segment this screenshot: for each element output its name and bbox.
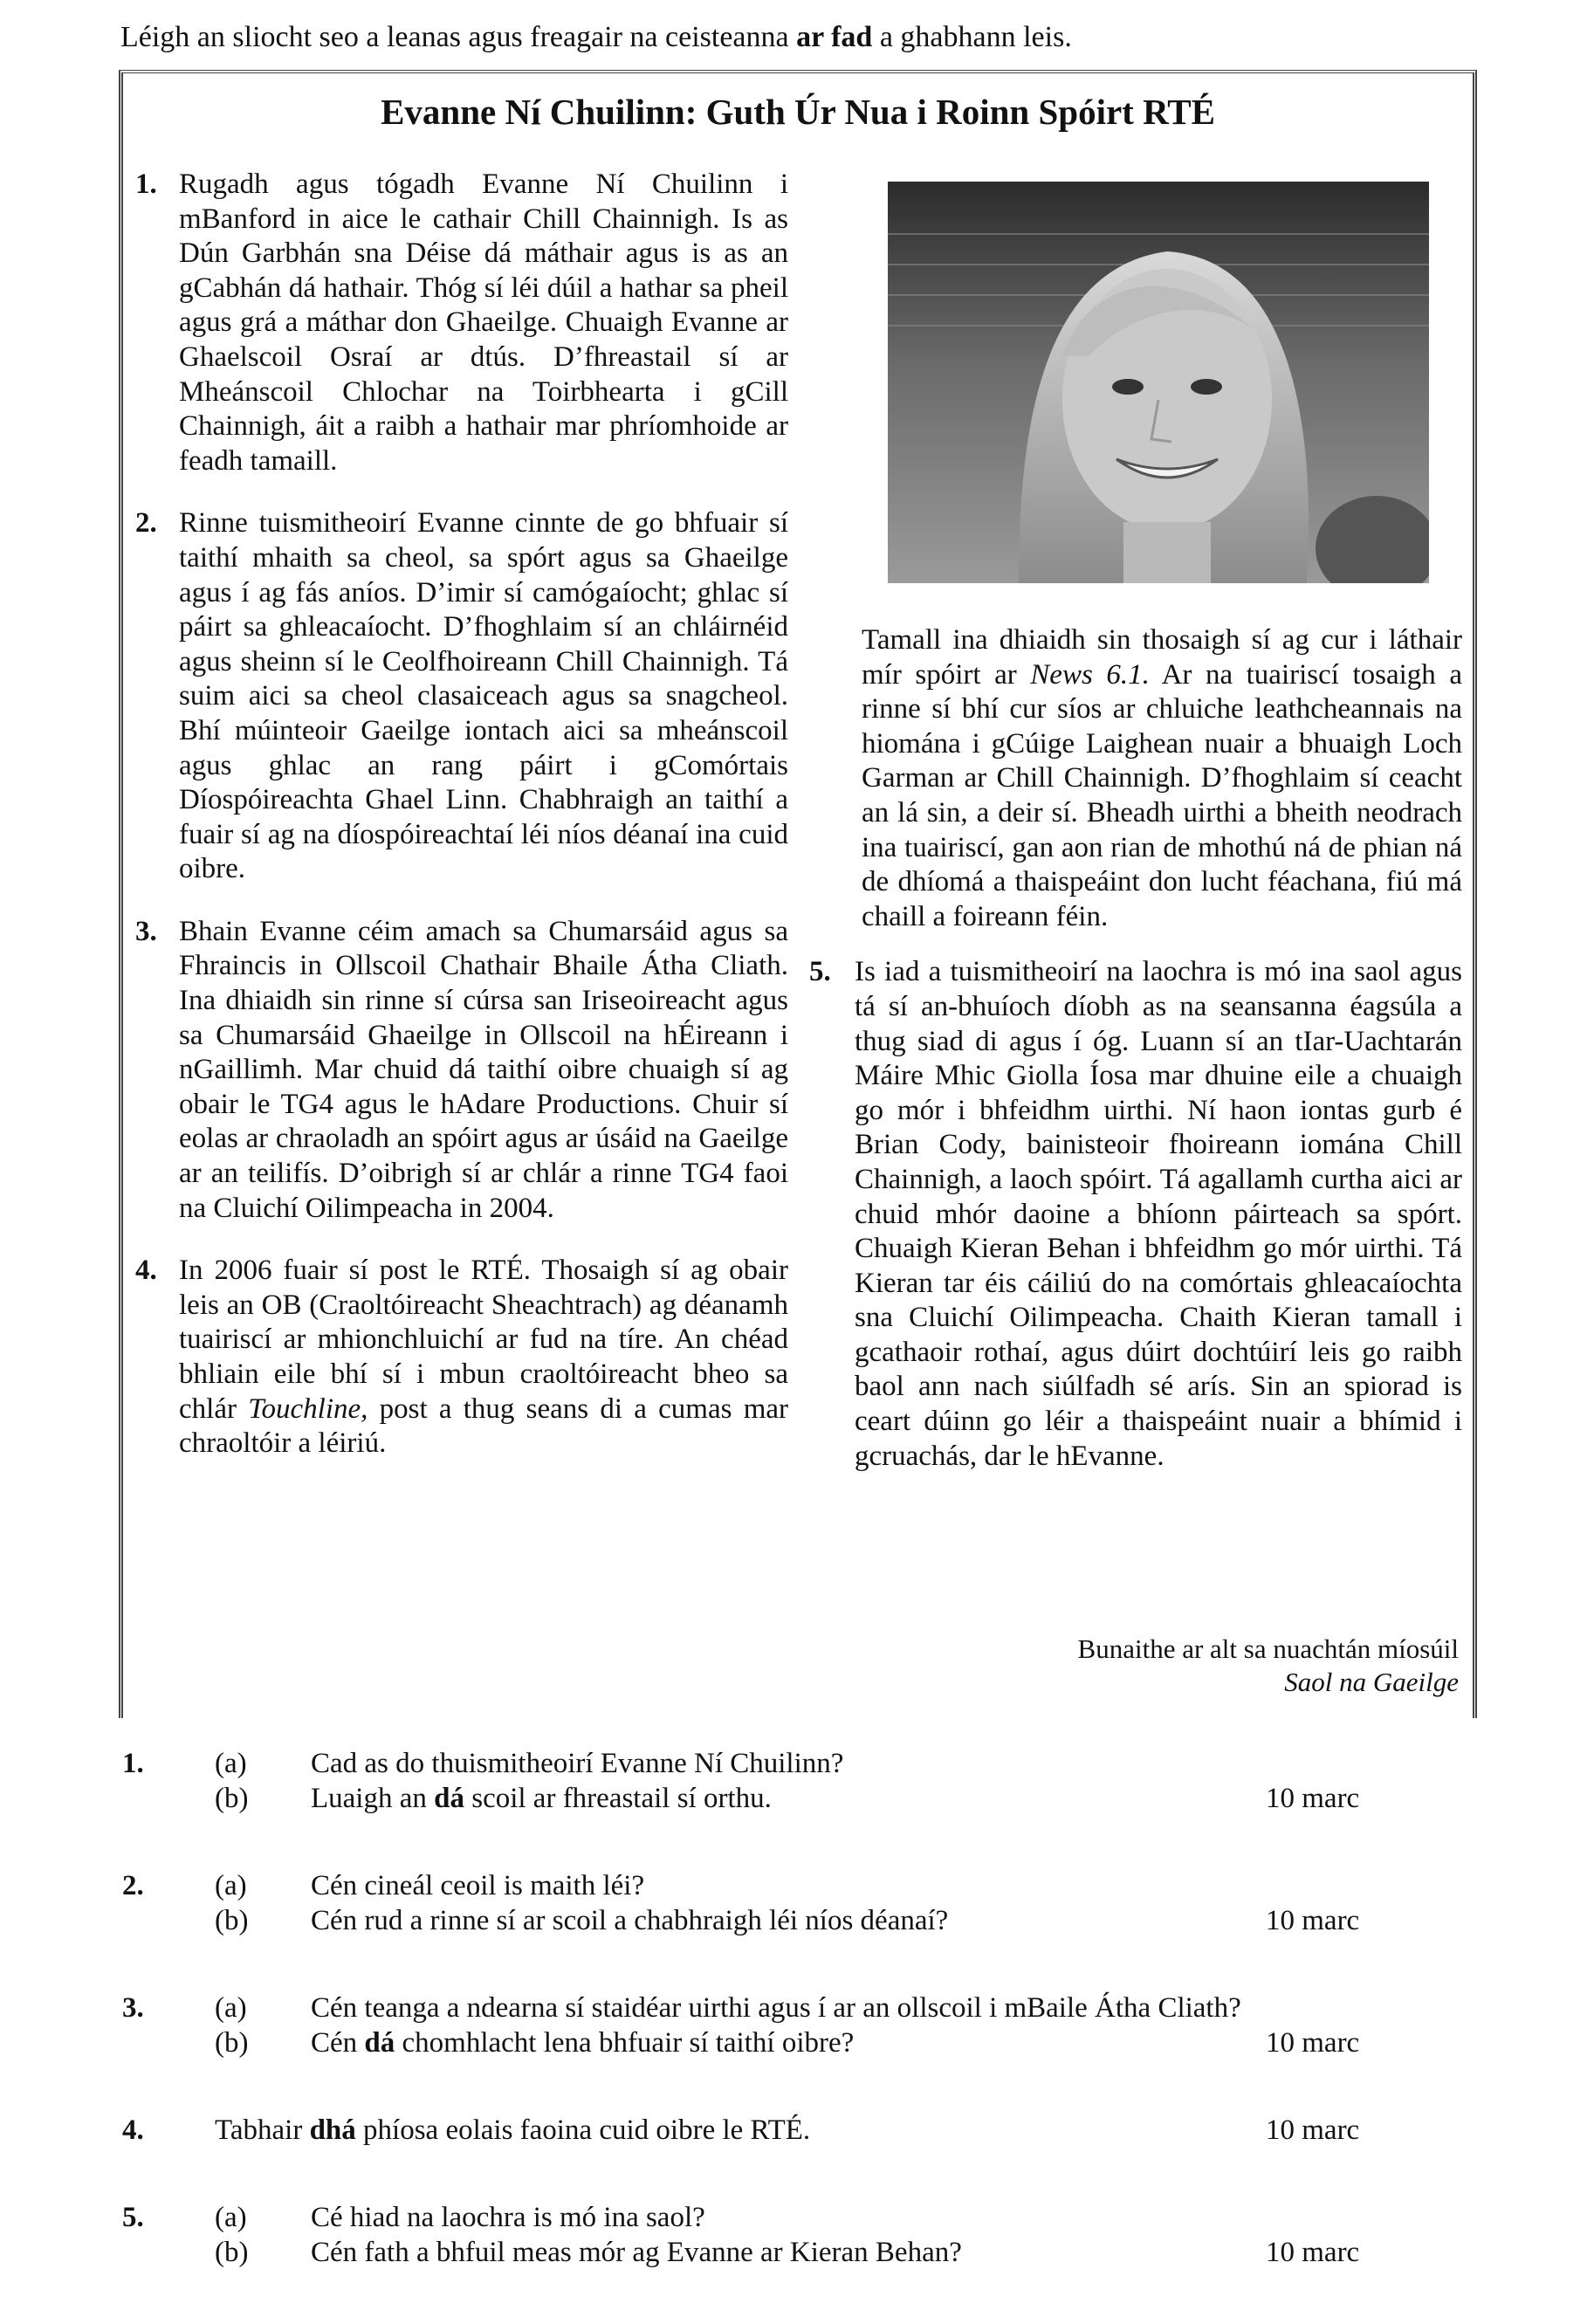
sub-label-a: (a) [215,2202,247,2233]
question-text: Tabhair dhá phíosa eolais faoina cuid oibre le RTÉ. [215,2114,811,2146]
paragraph-text: Is iad a tuismitheoirí na laochra is mó ina saol agus tá sí an-bhuíoch díobh as na seansanna éagsúla a thug siad di agus í óg. Luann sí an tIar-Uachtarán Máire Mhic Giolla Íosa mar dhuine eile a chuaigh go mór i bhfeidhm uirthi. Ní haon iontas gurb é Brian Cody, bainisteoir fhoireann iomána Chill Chainnigh, a laoch spóirt. Tá agallamh curtha aici ar chuid mhór daoine a bhíonn páirteach sa spórt. Chuaigh Kieran Behan i bhfeidhm go mór uirthi. Tá Kieran tar éis cáiliú do na comórtais ghleacaíochta sna Cluichí Oilimpeacha. Chaith Kieran tamall i gcathaoir rothaí, agus dúirt dochtúirí leis go raibh baol ann nach siúlfadh sé arís. Sin an spiorad is ceart dúinn go léir a thaispeáint nuair a bhímid i gcruachás, dar le hEvanne. [855,956,1462,1472]
source-publication-name: Saol na Gaeilge [1284,1667,1459,1697]
paragraph-text: Rugadh agus tógadh Evanne Ní Chuilinn i mBanford in aice le cathair Chill Chainnigh. Is as Dún Garbhán sna Déise dá máthair agus is as an gCabhán dá hathair. Thóg sí léi dúil a hathar sa pheil agus grá a máthar don Ghaeilge. Chuaigh Evanne ar Ghaelscoil Osraí ar dtús. D’fhreastail sí ar Mheánscoil Chlochar na Toirbhearta i gCill Chainnigh, áit a raibh a hathair mar phríomhoide ar feadh tamaill. [179,168,788,477]
source-publication [1078,1666,1459,1699]
paragraph-text-end: Ar na tuairiscí tosaigh a rinne sí bhí cur síos ar chluiche leathcheannais na hiomána i gCúige Laighean nuair a bhuaigh Loch Garman ar Chill Chainnigh. D’fhoghlaim sí ceacht an lá sin, a deir sí. Bheadh uirthi a bheith neodrach ina tuairiscí, gan aon rian de mhothú ná de phian ná de dhíomá a thaispeáint don lucht féachana, fiú má chaill a foireann féin. [862,658,1462,932]
sub-label-a: (a) [215,1992,247,2024]
marks: 10 marc [1266,1905,1360,1936]
source-credit [1078,1633,1459,1699]
question-text: Cén teanga a ndearna sí staidéar uirthi agus í ar an ollscoil i mBaile Átha Cliath? [311,1992,1241,2024]
paragraph-3 [135,915,788,1226]
portrait-image [888,182,1429,583]
instruction-text-end: a ghabhann leis. [872,21,1072,53]
instruction-bold: ar fad [796,21,873,53]
paragraph-number: 5. [809,956,831,988]
question-text: Cén dá chomhlacht lena bhfuair sí taithí oibre? [311,2027,855,2059]
paragraph-number: 2. [135,507,157,540]
portrait-photo [888,182,1429,583]
programme-name: Touchline, [248,1392,368,1425]
sub-label-b: (b) [215,2237,249,2268]
question-number: 3. [122,1992,144,2024]
paragraph-number: 1. [135,168,157,200]
sub-label-b: (b) [215,2027,249,2059]
paragraph-1 [135,168,788,478]
paragraph-text: Bhain Evanne céim amach sa Chumarsáid agus sa Fhraincis in Ollscoil Chathair Bhaile Átha Cliath. Ina dhiaidh sin rinne sí cúrsa san Iriseoireacht agus sa Chumarsáid Ghaeilge in Ollscoil na hÉireann i nGaillimh. Mar chuid dá taithí oibre chuaigh sí ag obair le TG4 agus le hAdare Productions. Chuir sí eolas ar chraoladh an spóirt agus ar úsáid na Gaeilge ar an teilifís. D’oibrigh sí ar chlár a rinne TG4 faoi na Cluichí Oilimpeacha in 2004. [179,915,788,1224]
question-number: 2. [122,1870,144,1901]
article-title: Evanne Ní Chuilinn: Guth Úr Nua i Roinn Spóirt RTÉ [381,92,1215,132]
right-column [809,623,1462,1502]
article-frame [119,70,1477,1718]
paragraph-number: 4. [135,1255,157,1287]
paragraph-4 [135,1254,788,1461]
programme-name: News 6.1. [1030,658,1150,691]
sub-label-b: (b) [215,1783,249,1814]
instruction [120,16,1072,59]
question-text: Cad as do thuismitheoirí Evanne Ní Chuilinn? [311,1748,844,1779]
paragraph-2 [135,506,788,887]
paragraph-text-end: post a thug seans di a cumas mar chraoltóir a léiriú. [179,1392,788,1460]
paragraph-5 [809,955,1462,1474]
question-number: 4. [122,2114,144,2146]
marks: 10 marc [1266,1783,1360,1814]
left-column [135,168,788,1489]
sub-label-a: (a) [215,1748,247,1779]
instruction-text: Léigh an sliocht seo a leanas agus freagair na ceisteanna [120,21,797,53]
sub-label-b: (b) [215,1905,249,1936]
paragraph-text: Tamall ina dhiaidh sin thosaigh sí ag cur i láthair mír spóirt ar [862,624,1462,691]
marks: 10 marc [1266,2114,1360,2146]
paragraph-number: 3. [135,915,157,947]
question-text: Luaigh an dá scoil ar fhreastail sí orthu. [311,1783,772,1814]
source-line: Bunaithe ar alt sa nuachtán míosúil [1077,1633,1459,1664]
marks: 10 marc [1266,2237,1360,2268]
question-text: Cén cineál ceoil is maith léi? [311,1870,645,1901]
question-text: Cén rud a rinne sí ar scoil a chabhraigh léi níos déanaí? [311,1905,949,1936]
question-number: 1. [122,1748,144,1779]
paragraph-4-continued [862,623,1462,934]
question-text: Cén fath a bhfuil meas mór ag Evanne ar Kieran Behan? [311,2237,962,2268]
sub-label-a: (a) [215,1870,247,1901]
paragraph-text: In 2006 fuair sí post le RTÉ. Thosaigh sí ag obair leis an OB (Craoltóireacht Sheachtrach) ag déanamh tuairiscí ar mhionchluichí ar fud na tíre. An chéad bhliain eile bhí sí i mbun craoltóireacht bheo sa chlár [179,1255,788,1425]
question-text: Cé hiad na laochra is mó ina saol? [311,2202,705,2233]
marks: 10 marc [1266,2027,1360,2059]
paragraph-text: Rinne tuismitheoirí Evanne cinnte de go bhfuair sí taithí mhaith sa cheol, sa spórt agus sa Ghaeilge agus í ag fás aníos. D’imir sí camógaíocht; ghlac sí páirt sa ghleacaíocht. D’fhoghlaim sí an chláirnéid agus sheinn sí le Ceolfhoireann Chill Chainnigh. Tá suim aici sa cheol clasaiceach agus sa snagcheol. Bhí múinteoir Gaeilge iontach aici sa mheánscoil agus ghlac an rang páirt i gComórtais Díospóireachta Ghael Linn. Chabhraigh an taithí a fuair sí ag na díospóireachtaí léi níos déanaí ina cuid oibre. [179,507,788,885]
question-number: 5. [122,2202,144,2233]
